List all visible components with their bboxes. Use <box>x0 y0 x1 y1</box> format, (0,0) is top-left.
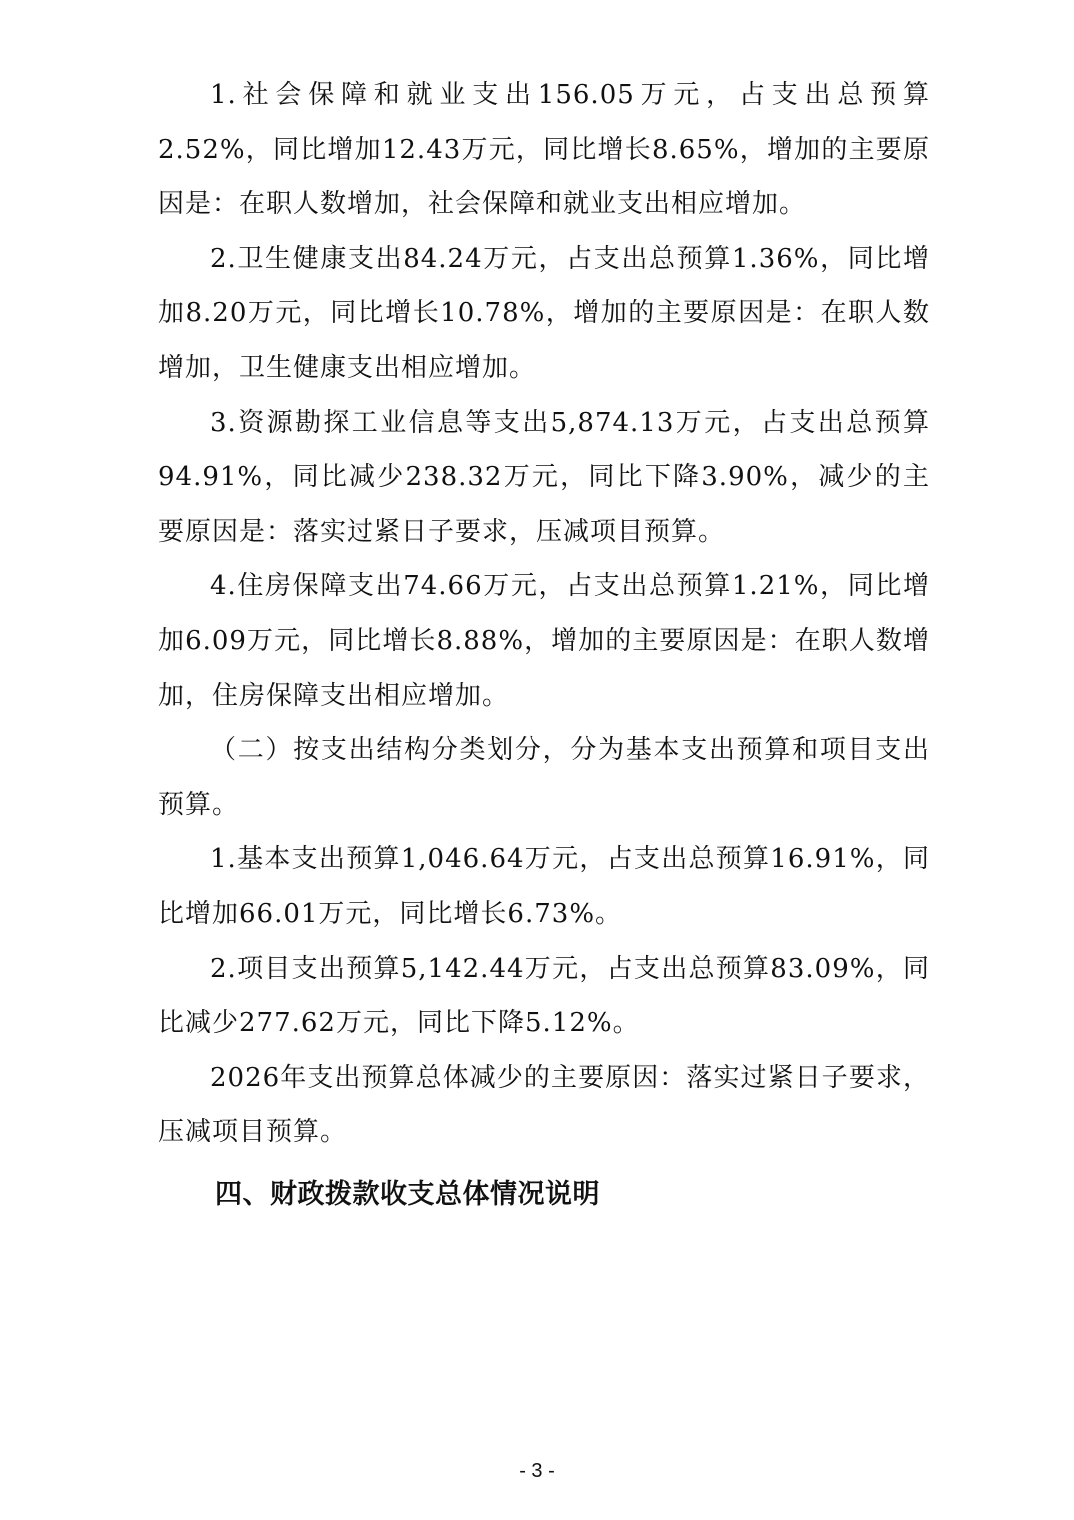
paragraph-housing: 4.住房保障支出74.66万元，占支出总预算1.21%，同比增加6.09万元，同比增长8.88%，增加的主要原因是：在职人数增加，住房保障支出相应增加。 <box>158 571 930 711</box>
paragraph-basic-expenditure: 1.基本支出预算1,046.64万元，占支出总预算16.91%，同比增加66.01万元，同比增长6.73%。 <box>158 844 930 929</box>
paragraph-structure-classification: （二）按支出结构分类划分，分为基本支出预算和项目支出预算。 <box>158 735 930 820</box>
section-heading: 四、财政拨款收支总体情况说明 <box>215 1179 600 1210</box>
paragraph-resource-industry: 3.资源勘探工业信息等支出5,874.13万元，占支出总预算94.91%，同比减少238.32万元，同比下降3.90%，减少的主要原因是：落实过紧日子要求，压减项目预算。 <box>158 407 930 547</box>
paragraph-overall-reason: 2026年支出预算总体减少的主要原因：落实过紧日子要求，压减项目预算。 <box>158 1062 930 1148</box>
body-text <box>158 68 930 1160</box>
paragraph-social-security: 1.社会保障和就业支出156.05万元，占支出总预算2.52%，同比增加12.43万元，同比增长8.65%，增加的主要原因是：在职人数增加，社会保障和就业支出相应增加。 <box>158 80 930 220</box>
paragraph-health: 2.卫生健康支出84.24万元，占支出总预算1.36%，同比增加8.20万元，同比增长10.78%，增加的主要原因是：在职人数增加，卫生健康支出相应增加。 <box>158 243 930 383</box>
paragraph-project-expenditure: 2.项目支出预算5,142.44万元，占支出总预算83.09%，同比减少277.62万元，同比下降5.12%。 <box>158 953 930 1039</box>
page-number: - 3 - <box>519 1460 555 1482</box>
